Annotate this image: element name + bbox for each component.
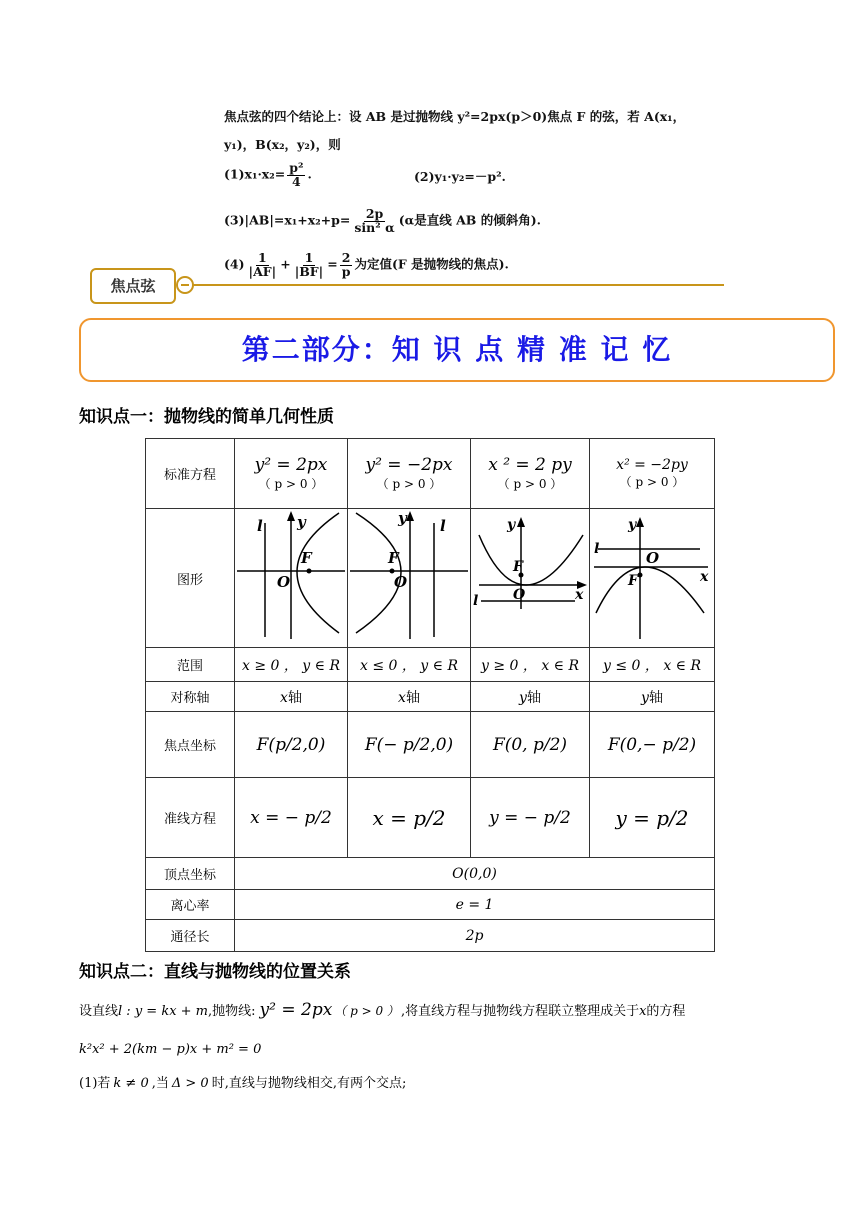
y-axis-label: y <box>507 517 516 533</box>
condition-k: k ≠ 0 <box>113 1076 149 1091</box>
fraction-numerator: p² <box>289 160 304 175</box>
conclusion-3-end: (α是直线 AB 的倾斜角). <box>398 212 541 228</box>
para-text: ,当 <box>151 1076 169 1091</box>
para-text: 时,直线与抛物线相交,有两个交点; <box>211 1076 407 1091</box>
table-row-graph <box>146 509 715 648</box>
conclusion-4-label: (4) <box>224 256 245 272</box>
fraction-denominator: 4 <box>291 173 301 189</box>
table-row-range <box>146 648 715 682</box>
variable: x <box>639 1004 647 1019</box>
cell-graph-2 <box>348 509 471 648</box>
axis-word: 轴 <box>287 689 302 706</box>
fraction-denominator: |BF| <box>294 263 324 279</box>
plus-sign: + <box>280 256 291 272</box>
cell-graph-1 <box>235 509 348 648</box>
directrix-label: l <box>473 593 479 609</box>
focus-3: F(0, p/2) <box>471 712 590 778</box>
conclusion-4-end: 为定值(F 是抛物线的焦点). <box>354 256 509 272</box>
table-row-focus <box>146 712 715 778</box>
axis-3 <box>471 682 590 712</box>
range-4: y ≤ 0 ， x ∈ R <box>590 648 715 682</box>
equation-2: y² = −2px <box>365 455 453 475</box>
directrix-label: l <box>594 541 600 557</box>
focal-chord-tag: 焦点弦 <box>90 268 176 304</box>
para-text: (1)若 <box>79 1076 111 1091</box>
table-row-directrix <box>146 778 715 858</box>
directrix-label: l <box>257 517 263 535</box>
y-axis-label: y <box>398 509 407 527</box>
axis-4 <box>590 682 715 712</box>
fraction-numerator: 1 <box>304 250 314 265</box>
row-label-eccentricity: 离心率 <box>146 890 235 920</box>
conclusion-4-fraction-b <box>293 252 326 278</box>
conclusion-2: (2)y₁·y₂=－p². <box>414 169 506 184</box>
latus-value: 2p <box>235 920 715 952</box>
focus-label: F <box>388 549 399 567</box>
equals-sign: = <box>327 256 338 272</box>
conclusion-3-fraction <box>352 208 396 234</box>
conclusion-4 <box>224 252 509 278</box>
origin-label: O <box>646 549 660 567</box>
table-row-vertex <box>146 858 715 890</box>
focus-label: F <box>628 573 638 589</box>
section-banner: 第二部分：知 识 点 精 准 记 忆 <box>79 318 835 382</box>
focus-label: F <box>301 549 312 567</box>
condition-1: （ p > 0 ） <box>258 477 324 491</box>
range-3: y ≥ 0 ， x ∈ R <box>471 648 590 682</box>
y-axis-label: y <box>628 517 637 533</box>
equation-4: x² = −2py <box>616 457 688 473</box>
conclusion-intro-line1: 焦点弦的四个结论上：设 AB 是过抛物线 y²=2px(p＞0)焦点 F 的弦，若 A(x₁， <box>224 109 686 124</box>
row-label-directrix: 准线方程 <box>146 778 235 858</box>
conclusion-4-fraction-c <box>340 252 353 278</box>
fraction-numerator: 2 <box>341 250 351 265</box>
condition: （ p > 0 ） <box>334 1004 399 1018</box>
cell-graph-4 <box>590 509 715 648</box>
equation-1: y² = 2px <box>254 455 328 475</box>
range-2: x ≤ 0 ， y ∈ R <box>348 648 471 682</box>
fraction-denominator: sin² α <box>354 219 395 235</box>
origin-label: O <box>277 573 291 591</box>
focus-label: F <box>513 559 523 575</box>
conclusion-1 <box>224 162 312 188</box>
table-row-equation <box>146 439 715 509</box>
table-row-axis <box>146 682 715 712</box>
row-label-graph: 图形 <box>146 509 235 648</box>
graph-down-opening <box>590 509 714 643</box>
conclusion-3-text: (3)|AB|=x₁+x₂+p= <box>224 212 351 228</box>
axis-var: y <box>519 689 527 706</box>
fraction-numerator: 2p <box>365 206 384 221</box>
conclusion-3 <box>224 208 541 234</box>
condition-4: （ p > 0 ） <box>619 475 685 489</box>
cell-graph-3 <box>471 509 590 648</box>
range-1: x ≥ 0 ， y ∈ R <box>235 648 348 682</box>
graph-up-opening <box>471 509 589 643</box>
axis-word: 轴 <box>648 689 663 706</box>
axis-word: 轴 <box>526 689 541 706</box>
axis-var: y <box>641 689 649 706</box>
fraction-denominator: |AF| <box>248 263 277 279</box>
parabola-equation: y² = 2px <box>259 1000 333 1020</box>
conclusion-4-fraction-a <box>247 252 279 278</box>
axis-word: 轴 <box>405 689 420 706</box>
condition-delta: Δ > 0 <box>171 1076 209 1091</box>
y-axis-label: y <box>297 513 306 531</box>
axis-2 <box>348 682 471 712</box>
row-label-equation: 标准方程 <box>146 439 235 509</box>
row-label-vertex: 顶点坐标 <box>146 858 235 890</box>
collapse-circle-icon <box>176 276 194 294</box>
directrix-label: l <box>440 517 446 535</box>
x-axis-label: x <box>700 569 709 585</box>
focus-4: F(0,− p/2) <box>590 712 715 778</box>
line-equation: l : y = kx + m <box>118 1004 209 1019</box>
parabola-properties-table <box>145 438 715 952</box>
para-text: 设直线 <box>79 1004 119 1019</box>
row-label-focus: 焦点坐标 <box>146 712 235 778</box>
section2-heading: 知识点二：直线与抛物线的位置关系 <box>79 962 351 982</box>
focus-2: F(− p/2,0) <box>348 712 471 778</box>
conclusion-1-fraction <box>287 162 305 188</box>
section1-heading: 知识点一：抛物线的简单几何性质 <box>79 407 334 427</box>
cell-eq-2 <box>348 439 471 509</box>
table-row-latus <box>146 920 715 952</box>
axis-var: x <box>280 689 288 706</box>
origin-label: O <box>394 573 408 591</box>
focus-1: F(p/2,0) <box>235 712 348 778</box>
cell-eq-3 <box>471 439 590 509</box>
quadratic-equation: k²x² + 2(km − p)x + m² = 0 <box>79 1042 262 1057</box>
conclusion-1-text: (1)x₁·x₂= <box>224 166 286 182</box>
axis-var: x <box>398 689 406 706</box>
paragraph-line-setup <box>79 1000 685 1020</box>
eccentricity-value: e = 1 <box>235 890 715 920</box>
paragraph-case-1 <box>79 1072 406 1091</box>
para-text: 的方程 <box>646 1004 686 1019</box>
para-text: ,将直线方程与抛物线方程联立整理成关于 <box>400 1004 640 1019</box>
directrix-1: x = − p/2 <box>235 778 348 858</box>
directrix-2: x = p/2 <box>348 778 471 858</box>
fraction-denominator: p <box>341 263 351 279</box>
condition-2: （ p > 0 ） <box>376 477 442 491</box>
table-row-eccentricity <box>146 890 715 920</box>
axis-1 <box>235 682 348 712</box>
cell-eq-4 <box>590 439 715 509</box>
row-label-axis: 对称轴 <box>146 682 235 712</box>
conclusion-1-end: . <box>307 166 312 182</box>
graph-right-opening <box>235 509 347 643</box>
conclusion-intro-line2: y₁)，B(x₂，y₂)，则 <box>224 137 341 152</box>
fraction-numerator: 1 <box>258 250 267 265</box>
row-label-latus: 通径长 <box>146 920 235 952</box>
directrix-3: y = − p/2 <box>471 778 590 858</box>
directrix-4: y = p/2 <box>590 778 715 858</box>
equation-3: x ² = 2 py <box>488 455 572 475</box>
origin-label: O <box>513 587 526 603</box>
para-text: ,抛物线: <box>208 1004 256 1019</box>
row-label-range: 范围 <box>146 648 235 682</box>
tag-divider-line <box>192 284 724 286</box>
x-axis-label: x <box>575 587 584 603</box>
graph-left-opening <box>348 509 470 643</box>
cell-eq-1 <box>235 439 348 509</box>
condition-3: （ p > 0 ） <box>497 477 563 491</box>
vertex-value: O(0,0) <box>235 858 715 890</box>
